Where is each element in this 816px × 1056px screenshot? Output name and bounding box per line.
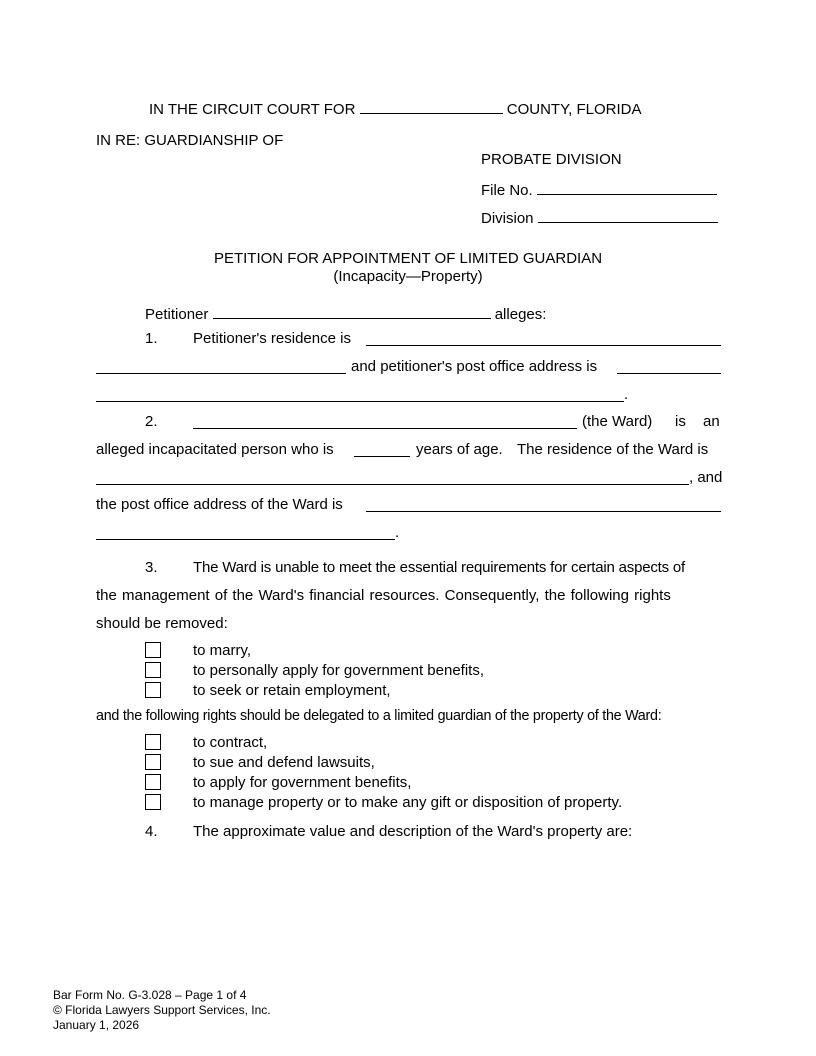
delegated-right-lawsuits: to sue and defend lawsuits, — [193, 754, 375, 771]
document-subtitle: (Incapacity—Property) — [333, 268, 483, 285]
division-label: Division — [481, 210, 534, 227]
petitioner-residence-blank-2[interactable] — [96, 373, 346, 374]
file-no-label: File No. — [481, 182, 533, 199]
county-blank[interactable] — [360, 98, 503, 114]
petitioner-po-blank-2[interactable] — [96, 401, 624, 402]
para2-residence-label: The residence of the Ward is — [517, 441, 709, 458]
division-blank[interactable] — [538, 207, 718, 223]
petitioner-label: Petitioner — [145, 306, 209, 323]
para1-line1 — [96, 330, 721, 348]
petitioner-name-blank[interactable] — [213, 303, 491, 319]
para2-line5 — [96, 524, 721, 542]
ward-po-blank-2[interactable] — [96, 539, 395, 540]
para1-line3 — [96, 386, 721, 404]
document-title: PETITION FOR APPOINTMENT OF LIMITED GUARDIAN — [213, 250, 603, 267]
para1-residence-label: Petitioner's residence is — [193, 330, 351, 347]
para4-number: 4. — [145, 823, 158, 840]
delegated-right-contract: to contract, — [193, 734, 268, 751]
file-no-field — [481, 179, 717, 200]
para2-age-suffix: years of age. — [416, 441, 503, 458]
checkbox-contract[interactable] — [145, 734, 161, 750]
para3-text-2: the management of the Ward's financial resources. Consequently, the following rights — [96, 587, 671, 604]
para3-text-3: should be removed: — [96, 615, 228, 632]
division-field — [481, 207, 718, 228]
is-word: is — [675, 413, 686, 430]
para2-line4 — [96, 496, 721, 514]
petitioner-line — [145, 303, 546, 324]
para3-line1 — [96, 559, 721, 577]
para2-and: , and — [689, 469, 723, 486]
footer-form-no: Bar Form No. G-3.028 – Page 1 of 4 — [53, 988, 247, 1002]
alleges-label: alleges: — [494, 306, 547, 323]
ward-age-blank[interactable] — [354, 456, 410, 457]
delegated-right-benefits: to apply for government benefits, — [193, 774, 412, 791]
para2-line2 — [96, 441, 721, 459]
para1-period: . — [624, 386, 629, 403]
para3-line2 — [96, 587, 721, 605]
in-re-label: IN RE: GUARDIANSHIP OF — [96, 132, 284, 149]
removed-right-apply-benefits: to personally apply for government benefits, — [193, 662, 484, 679]
para3-text-1: The Ward is unable to meet the essential requirements for certain aspects of — [193, 559, 685, 576]
petitioner-residence-blank[interactable] — [366, 345, 721, 346]
ward-name-blank[interactable] — [193, 428, 577, 429]
checkbox-manage-property[interactable] — [145, 794, 161, 810]
footer-copyright: © Florida Lawyers Support Services, Inc. — [53, 1003, 271, 1017]
para2-po-label: the post office address of the Ward is — [96, 496, 343, 513]
para2-line3 — [96, 469, 721, 487]
para1-po-label: and petitioner's post office address is — [351, 358, 598, 375]
para1-line2 — [96, 358, 721, 376]
para2-number: 2. — [145, 413, 158, 430]
file-no-blank[interactable] — [537, 179, 717, 195]
the-ward-label: (the Ward) — [582, 413, 653, 430]
para4-text: The approximate value and description of the Ward's property are: — [193, 823, 633, 840]
para3-number: 3. — [145, 559, 158, 576]
para4-line1 — [96, 823, 721, 841]
ward-po-blank[interactable] — [366, 511, 721, 512]
probate-division-title: PROBATE DIVISION — [481, 151, 622, 168]
court-suffix: COUNTY, FLORIDA — [506, 101, 642, 118]
para1-number: 1. — [145, 330, 158, 347]
removed-right-marry: to marry, — [193, 642, 252, 659]
checkbox-government-benefits[interactable] — [145, 774, 161, 790]
delegated-intro: and the following rights should be delegated to a limited guardian of the property of the Ward: — [96, 708, 662, 724]
checkbox-personally-apply-benefits[interactable] — [145, 662, 161, 678]
an-word: an — [703, 413, 720, 430]
para3-line3 — [96, 615, 721, 633]
checkbox-lawsuits[interactable] — [145, 754, 161, 770]
ward-residence-blank[interactable] — [96, 484, 689, 485]
para2-age-prefix: alleged incapacitated person who is — [96, 441, 334, 458]
para2-line1 — [96, 413, 721, 431]
para2-period: . — [395, 524, 400, 541]
court-prefix: IN THE CIRCUIT COURT FOR — [149, 101, 356, 118]
delegated-right-property: to manage property or to make any gift or disposition of property. — [193, 794, 623, 811]
checkbox-marry[interactable] — [145, 642, 161, 658]
removed-right-employment: to seek or retain employment, — [193, 682, 391, 699]
court-heading — [149, 98, 642, 119]
footer-date: January 1, 2026 — [53, 1018, 140, 1032]
petitioner-po-blank[interactable] — [617, 373, 721, 374]
checkbox-employment[interactable] — [145, 682, 161, 698]
